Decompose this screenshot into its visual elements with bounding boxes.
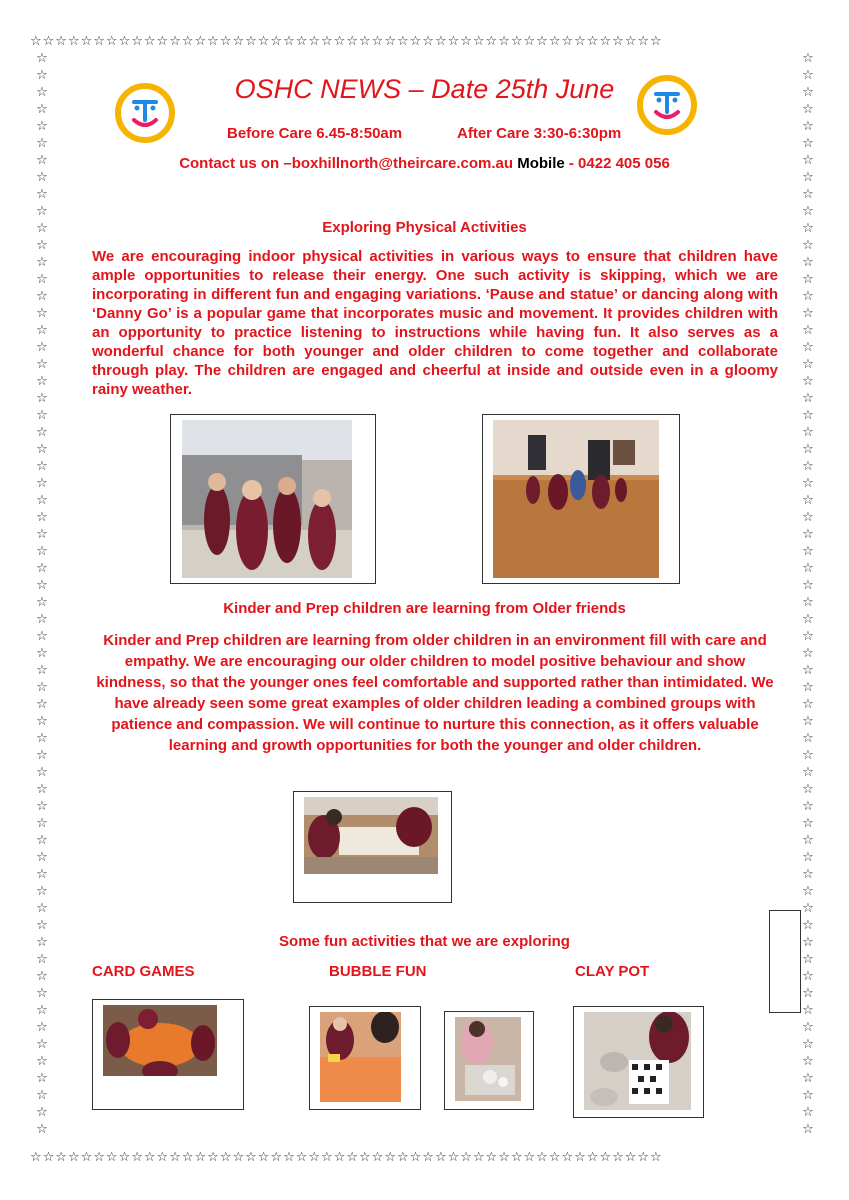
after-care-hours: After Care 3:30-6:30pm: [457, 125, 622, 142]
photo-clay-pot: [584, 1012, 691, 1110]
photo-frame: [444, 1011, 534, 1110]
contact-line: [0, 155, 849, 172]
label-clay-pot: CLAY POT: [575, 963, 650, 980]
section-heading-kinder: Kinder and Prep children are learning from Older friends: [223, 600, 626, 617]
before-care-hours: Before Care 6.45-8:50am: [227, 125, 403, 142]
newsletter-title: OSHC NEWS – Date 25th June: [234, 74, 615, 104]
photo-children-dancing-hall: [182, 420, 352, 578]
photo-bubble-fun-2: [455, 1017, 521, 1101]
star-border-right: ☆ ☆ ☆ ☆ ☆ ☆ ☆ ☆ ☆ ☆ ☆ ☆ ☆ ☆ ☆ ☆ ☆ ☆ ☆ ☆ ☆ ☆ ☆ ☆ ☆ ☆ ☆ ☆ ☆ ☆ ☆ ☆ ☆ ☆ ☆ ☆ ☆ ☆ ☆ ☆ ☆ ☆ ☆ ☆ ☆ ☆ ☆ ☆ ☆ ☆ ☆ ☆ ☆ ☆ ☆ ☆ ☆ ☆ ☆ ☆ ☆ ☆ ☆ ☆: [802, 51, 814, 1137]
section-heading-activities: Some fun activities that we are exploring: [279, 933, 570, 950]
photo-frame: [170, 414, 376, 584]
mobile-label: Mobile: [517, 155, 565, 172]
contact-email[interactable]: Contact us on –boxhillnorth@theircare.com.au: [179, 155, 514, 172]
photo-children-table: [304, 797, 438, 874]
photo-card-games: [103, 1005, 217, 1076]
section-heading-physical: Exploring Physical Activities: [322, 219, 527, 236]
photo-bubble-fun-1: [320, 1012, 401, 1102]
label-card-games: CARD GAMES: [92, 963, 195, 980]
star-border-left: ☆ ☆ ☆ ☆ ☆ ☆ ☆ ☆ ☆ ☆ ☆ ☆ ☆ ☆ ☆ ☆ ☆ ☆ ☆ ☆ ☆ ☆ ☆ ☆ ☆ ☆ ☆ ☆ ☆ ☆ ☆ ☆ ☆ ☆ ☆ ☆ ☆ ☆ ☆ ☆ ☆ ☆ ☆ ☆ ☆ ☆ ☆ ☆ ☆ ☆ ☆ ☆ ☆ ☆ ☆ ☆ ☆ ☆ ☆ ☆ ☆ ☆ ☆ ☆: [36, 51, 48, 1137]
mobile-number: - 0422 405 056: [568, 155, 670, 172]
section-body-physical: We are encouraging indoor physical activities in various ways to ensure that children have ample opportunities to release their energy. One such activity is skipping, which we are incorporating in different fun and engaging variations. ‘Pause and statue’ or dancing along with ‘Danny Go’ is a popular game that incorporates music and movement. It provides children with an opportunity to practice listening to instructions while having fun. It also serves as a wonderful chance for both younger and older children to come together and collaborate through play. The children are engaged and cheerful at inside and outside even in a gloomy rainy weather.: [92, 248, 778, 398]
photo-frame: [482, 414, 680, 584]
label-bubble-fun: BUBBLE FUN: [329, 963, 427, 980]
star-border-top: ☆☆☆☆☆☆☆☆☆☆☆☆☆☆☆☆☆☆☆☆☆☆☆☆☆☆☆☆☆☆☆☆☆☆☆☆☆☆☆☆☆☆☆☆☆☆☆☆☆☆: [30, 34, 663, 49]
section-body-kinder: Kinder and Prep children are learning from older children in an environment fill with care and empathy. We are encouraging our older children to model positive behaviour and show kindness, so that the younger ones feel comfortable and supported rather than intimidated. We have already seen some great examples of older children leading a combined groups with patience and compassion. We will continue to nurture this connection, as it offers valuable learning and growth opportunities for both the younger and older children.: [96, 632, 774, 754]
star-border-bottom: ☆☆☆☆☆☆☆☆☆☆☆☆☆☆☆☆☆☆☆☆☆☆☆☆☆☆☆☆☆☆☆☆☆☆☆☆☆☆☆☆☆☆☆☆☆☆☆☆☆☆: [30, 1150, 663, 1165]
photo-children-dancing-room: [493, 420, 659, 578]
photo-frame: [293, 791, 452, 903]
photo-frame: [92, 999, 244, 1110]
photo-frame: [573, 1006, 704, 1118]
side-text-box: [769, 910, 801, 1013]
photo-frame: [309, 1006, 421, 1110]
